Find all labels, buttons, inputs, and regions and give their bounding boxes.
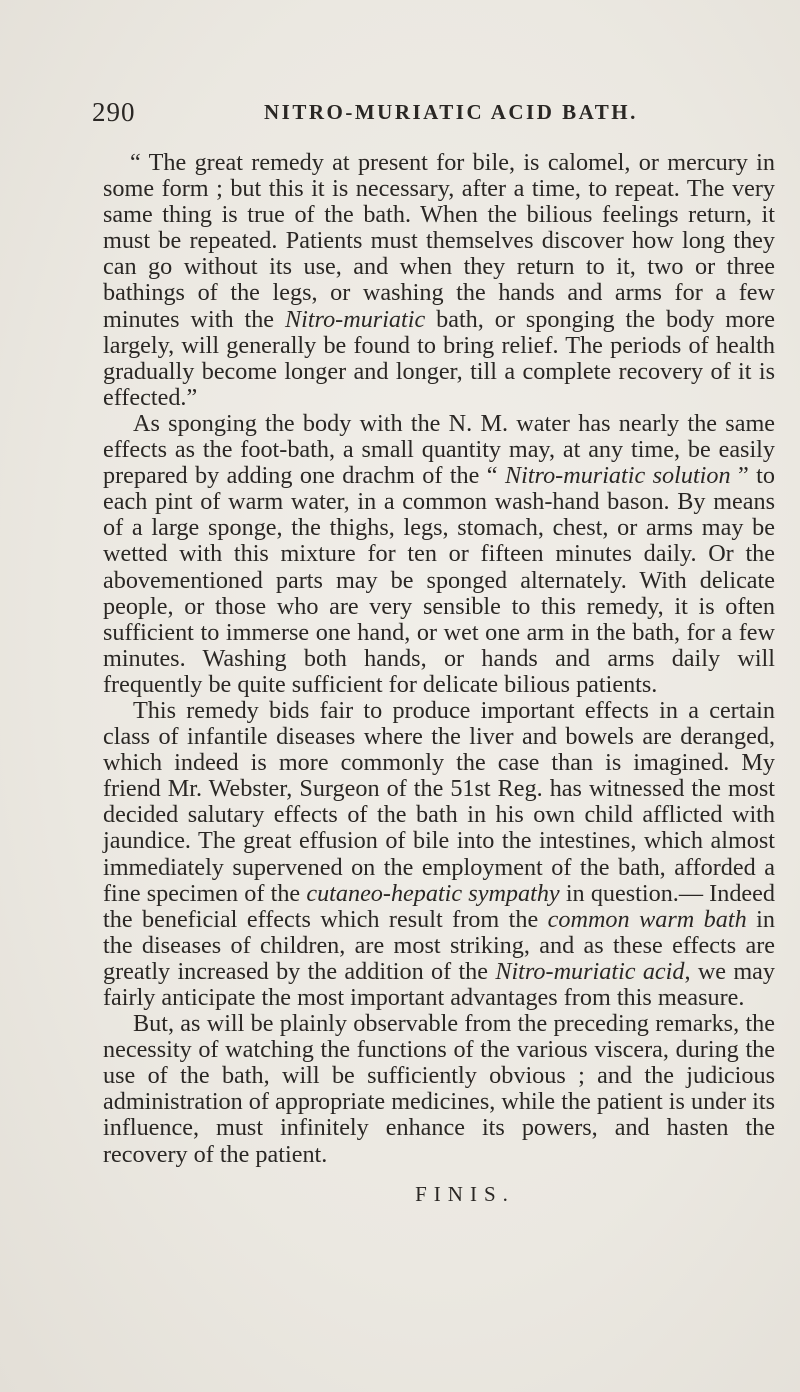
text-span: ” to each pint of warm water, in a common wash-hand bason. By means of a large sponge, the thighs, legs, stomach, chest, or arms may be wetted with this mixture for ten or fifteen minutes daily. Or the abovementioned parts may be sponged alternately. With delicate people, or those who are very sensible to this remedy, it is often sufficient to immerse one hand, or wet one arm in the bath, for a few minutes. Washing both hands, or hands and arms daily will frequently be quite sufficient for delicate bilious patients. xyxy=(103,462,775,698)
text-span: , we may fairly anticipate the most important advantages from this measure. xyxy=(103,957,775,1011)
text-span: in the diseases of children, are most striking, and as these effects are greatly increased by the addition of the xyxy=(103,905,775,985)
paragraph-4 xyxy=(103,1011,775,1168)
paragraph-2 xyxy=(103,411,775,698)
text-span: This remedy bids fair to produce important effects in a certain class of infantile diseases where the liver and bowels are deranged, which indeed is more commonly the case than is imagined. My friend Mr. Webster, Surgeon of the 51st Reg. has witnessed the most decided salutary effects of the bath in his own child afflicted with jaundice. The great effusion of bile into the intestines, which almost immediately supervened on the employment of the bath, afforded a fine specimen of the xyxy=(103,696,775,907)
text-span: “ The great remedy at present for bile, is calomel, or mercury in some form ; but this it is necessary, after a time, to repeat. The very same thing is true of the bath. When the bilious feelings return, it must be repeated. Patients must themselves discover how long they can go without its use, and when they return to it, two or three bathings of the legs, or washing the hands and arms for a few minutes with the xyxy=(103,149,775,333)
text-span: But, as will be plainly observable from the preceding remarks, the necessity of watching the functions of the various viscera, during the use of the bath, will be sufficiently obvious ; and the judicious administration of appropriate medicines, while the patient is under its influence, must infinitely enhance its powers, and hasten the recovery of the patient. xyxy=(103,1010,775,1168)
italic-span: common warm bath xyxy=(547,905,747,933)
text-span: bath, or sponging the body more largely, will generally be found to bring relief. The periods of health gradually become longer and longer, till a complete recovery of it is effected.” xyxy=(103,305,776,411)
italic-span: cutaneo-hepatic sympathy xyxy=(306,879,560,907)
italic-span: Nitro-muriatic acid xyxy=(495,957,685,985)
text-span: As sponging the body with the N. M. water has nearly the same effects as the foot-bath, a small quantity may, at any time, be easily prepared by adding one drachm of the “ xyxy=(103,409,775,490)
page-number: 290 xyxy=(92,97,136,127)
text-span: in question.— Indeed the beneficial effects which result from the xyxy=(103,879,775,933)
paragraph-1 xyxy=(103,150,775,411)
italic-span: Nitro-muriatic solution xyxy=(504,462,731,490)
italic-span: Nitro-muriatic xyxy=(284,305,426,333)
page-header xyxy=(92,97,772,131)
running-head: NITRO-MURIATIC ACID BATH. xyxy=(264,100,638,124)
body-text xyxy=(103,150,775,1168)
paragraph-3 xyxy=(103,698,775,1011)
finis-mark: FINIS. xyxy=(415,1182,515,1206)
